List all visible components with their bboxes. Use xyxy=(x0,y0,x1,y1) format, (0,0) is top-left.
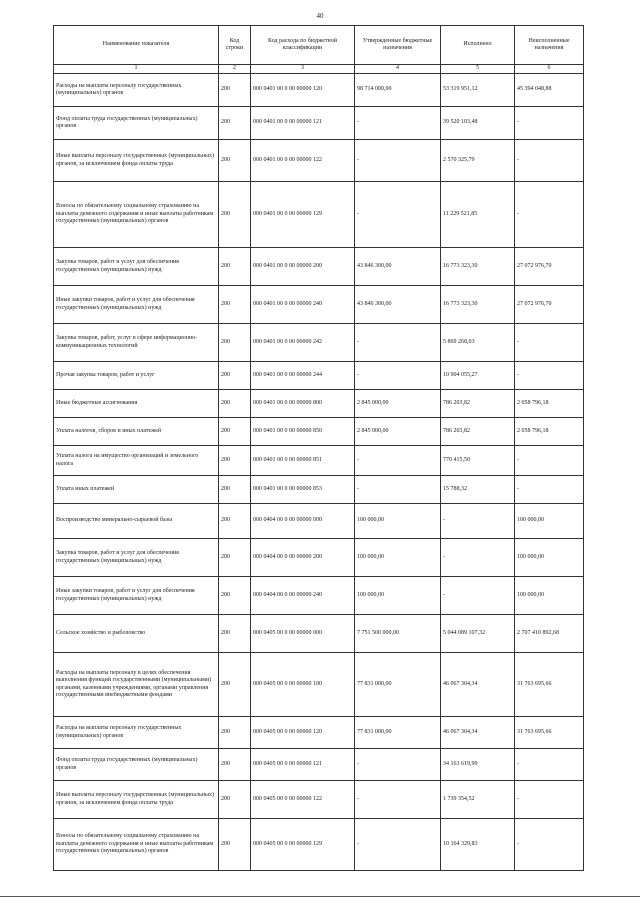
row-approved: 100 000,00 xyxy=(355,577,441,615)
row-line-code: 200 xyxy=(219,390,251,418)
row-unexecuted: 45 394 048,88 xyxy=(515,74,584,107)
table-row xyxy=(54,476,584,504)
row-line-code: 200 xyxy=(219,781,251,819)
row-unexecuted: 100 000,00 xyxy=(515,504,584,539)
row-executed: 16 773 323,30 xyxy=(441,248,515,286)
row-budget-code: 000 0405 00 0 00 00000 100 xyxy=(251,653,355,717)
row-approved: 77 831 000,00 xyxy=(355,717,441,749)
row-executed: 786 203,82 xyxy=(441,418,515,446)
row-budget-code: 000 0401 00 0 00 00000 121 xyxy=(251,107,355,140)
row-approved: 43 846 300,00 xyxy=(355,248,441,286)
row-budget-code: 000 0405 00 0 00 00000 120 xyxy=(251,717,355,749)
budget-execution-table xyxy=(53,25,584,871)
column-number: 5 xyxy=(441,65,515,74)
column-number: 1 xyxy=(54,65,219,74)
row-unexecuted: 31 763 695,66 xyxy=(515,717,584,749)
table-row xyxy=(54,504,584,539)
row-name: Закупка товаров, работ и услуг для обеспечения государственных (муниципальных) нужд xyxy=(54,248,219,286)
row-executed: - xyxy=(441,577,515,615)
row-budget-code: 000 0401 00 0 00 00000 851 xyxy=(251,446,355,476)
row-approved: 77 831 000,00 xyxy=(355,653,441,717)
row-name: Воспроизводство минерально-сырьевой базы xyxy=(54,504,219,539)
table-row xyxy=(54,362,584,390)
row-name: Закупка товаров, работ, услуг в сфере информационно-коммуникационных технологий xyxy=(54,324,219,362)
row-line-code: 200 xyxy=(219,324,251,362)
row-line-code: 200 xyxy=(219,182,251,248)
table-row xyxy=(54,324,584,362)
row-line-code: 200 xyxy=(219,286,251,324)
row-line-code: 200 xyxy=(219,749,251,781)
row-line-code: 200 xyxy=(219,615,251,653)
row-name: Расходы на выплаты персоналу в целях обеспечения выполнения функций государственными (муниципальными) органами, казенными учреждениями, органами управления государственными внебюджетными фондами xyxy=(54,653,219,717)
row-approved: 100 000,00 xyxy=(355,539,441,577)
table-row xyxy=(54,539,584,577)
row-name: Взносы по обязательному социальному страхованию на выплаты денежного содержания и иные выплаты работникам государственных (муниципальных) органов xyxy=(54,819,219,871)
column-number: 3 xyxy=(251,65,355,74)
row-line-code: 200 xyxy=(219,577,251,615)
row-executed: 1 739 354,52 xyxy=(441,781,515,819)
row-unexecuted: - xyxy=(515,140,584,182)
row-executed: 16 773 323,30 xyxy=(441,286,515,324)
row-unexecuted: 27 072 976,70 xyxy=(515,286,584,324)
row-budget-code: 000 0401 00 0 00 00000 122 xyxy=(251,140,355,182)
row-line-code: 200 xyxy=(219,248,251,286)
page-bottom-rule xyxy=(0,896,640,897)
page-number: 40 xyxy=(316,12,324,20)
row-approved: - xyxy=(355,362,441,390)
table-row xyxy=(54,717,584,749)
row-approved: - xyxy=(355,324,441,362)
header-executed: Исполнено xyxy=(441,26,515,65)
row-line-code: 200 xyxy=(219,476,251,504)
row-executed: 34 163 619,99 xyxy=(441,749,515,781)
row-line-code: 200 xyxy=(219,362,251,390)
column-number: 4 xyxy=(355,65,441,74)
header-unexecuted: Неисполненные назначения xyxy=(515,26,584,65)
row-budget-code: 000 0405 00 0 00 00000 129 xyxy=(251,819,355,871)
table-row xyxy=(54,781,584,819)
row-approved: - xyxy=(355,781,441,819)
row-budget-code: 000 0405 00 0 00 00000 000 xyxy=(251,615,355,653)
row-unexecuted: - xyxy=(515,446,584,476)
row-executed: 46 067 304,34 xyxy=(441,717,515,749)
row-name: Иные выплаты персоналу государственных (муниципальных) органов, за исключением фонда оплаты труда xyxy=(54,140,219,182)
row-line-code: 200 xyxy=(219,717,251,749)
row-executed: 770 415,50 xyxy=(441,446,515,476)
row-name: Уплата иных платежей xyxy=(54,476,219,504)
table-row xyxy=(54,286,584,324)
row-approved: 2 845 000,00 xyxy=(355,418,441,446)
row-unexecuted: - xyxy=(515,781,584,819)
row-name: Иные бюджетные ассигнования xyxy=(54,390,219,418)
row-executed: 46 067 304,34 xyxy=(441,653,515,717)
row-unexecuted: - xyxy=(515,819,584,871)
row-unexecuted: - xyxy=(515,362,584,390)
row-approved: - xyxy=(355,749,441,781)
header-indicator-name: Наименование показателя xyxy=(54,26,219,65)
row-executed: 5 869 268,03 xyxy=(441,324,515,362)
table-row xyxy=(54,418,584,446)
row-executed: 39 520 103,48 xyxy=(441,107,515,140)
row-executed: 10 904 055,27 xyxy=(441,362,515,390)
row-name: Фонд оплаты труда государственных (муниципальных) органов xyxy=(54,107,219,140)
table-row xyxy=(54,615,584,653)
row-budget-code: 000 0401 00 0 00 00000 242 xyxy=(251,324,355,362)
row-unexecuted: - xyxy=(515,476,584,504)
row-approved: 43 846 300,00 xyxy=(355,286,441,324)
row-executed: 11 229 521,85 xyxy=(441,182,515,248)
row-approved: - xyxy=(355,476,441,504)
row-executed: - xyxy=(441,504,515,539)
row-budget-code: 000 0404 00 0 00 00000 240 xyxy=(251,577,355,615)
row-unexecuted: - xyxy=(515,182,584,248)
table-row xyxy=(54,390,584,418)
row-line-code: 200 xyxy=(219,140,251,182)
row-approved: 7 751 500 000,00 xyxy=(355,615,441,653)
row-approved: - xyxy=(355,107,441,140)
row-unexecuted: - xyxy=(515,749,584,781)
row-name: Иные закупки товаров, работ и услуг для обеспечения государственных (муниципальных) нужд xyxy=(54,286,219,324)
row-executed: 786 203,82 xyxy=(441,390,515,418)
table-row xyxy=(54,74,584,107)
row-budget-code: 000 0401 00 0 00 00000 850 xyxy=(251,418,355,446)
table-row xyxy=(54,446,584,476)
row-executed: 10 164 329,83 xyxy=(441,819,515,871)
row-budget-code: 000 0401 00 0 00 00000 853 xyxy=(251,476,355,504)
row-budget-code: 000 0401 00 0 00 00000 120 xyxy=(251,74,355,107)
row-budget-code: 000 0405 00 0 00 00000 122 xyxy=(251,781,355,819)
row-name: Закупка товаров, работ и услуг для обеспечения государственных (муниципальных) нужд xyxy=(54,539,219,577)
row-unexecuted: 2 058 796,18 xyxy=(515,418,584,446)
row-unexecuted: 100 000,00 xyxy=(515,539,584,577)
row-executed: 53 319 951,12 xyxy=(441,74,515,107)
row-approved: - xyxy=(355,140,441,182)
row-line-code: 200 xyxy=(219,819,251,871)
row-name: Расходы на выплаты персоналу государственных (муниципальных) органов xyxy=(54,717,219,749)
row-unexecuted: 27 072 976,70 xyxy=(515,248,584,286)
row-line-code: 200 xyxy=(219,107,251,140)
row-name: Расходы на выплаты персоналу государственных (муниципальных) органов xyxy=(54,74,219,107)
column-number-row xyxy=(54,65,584,74)
row-name: Взносы по обязательному социальному страхованию на выплаты денежного содержания и иные выплаты работникам государственных (муниципальных) органов xyxy=(54,182,219,248)
row-unexecuted: - xyxy=(515,107,584,140)
table-row xyxy=(54,749,584,781)
row-name: Иные закупки товаров, работ и услуг для обеспечения государственных (муниципальных) нужд xyxy=(54,577,219,615)
row-approved: 2 845 000,00 xyxy=(355,390,441,418)
header-row xyxy=(54,26,584,65)
row-approved: 100 000,00 xyxy=(355,504,441,539)
table-row xyxy=(54,248,584,286)
row-name: Фонд оплаты труда государственных (муниципальных) органов xyxy=(54,749,219,781)
row-line-code: 200 xyxy=(219,74,251,107)
row-line-code: 200 xyxy=(219,653,251,717)
row-budget-code: 000 0404 00 0 00 00000 000 xyxy=(251,504,355,539)
table-row xyxy=(54,182,584,248)
header-approved: Утвержденные бюджетные назначения xyxy=(355,26,441,65)
row-line-code: 200 xyxy=(219,446,251,476)
row-budget-code: 000 0401 00 0 00 00000 129 xyxy=(251,182,355,248)
row-approved: - xyxy=(355,819,441,871)
column-number: 2 xyxy=(219,65,251,74)
table-row xyxy=(54,653,584,717)
row-unexecuted: 31 763 695,66 xyxy=(515,653,584,717)
row-budget-code: 000 0401 00 0 00 00000 240 xyxy=(251,286,355,324)
row-unexecuted: 2 058 796,18 xyxy=(515,390,584,418)
row-budget-code: 000 0401 00 0 00 00000 800 xyxy=(251,390,355,418)
row-line-code: 200 xyxy=(219,418,251,446)
row-executed: 5 044 089 107,32 xyxy=(441,615,515,653)
row-budget-code: 000 0401 00 0 00 00000 200 xyxy=(251,248,355,286)
row-unexecuted: 2 707 410 892,68 xyxy=(515,615,584,653)
row-name: Сельское хозяйство и рыболовство xyxy=(54,615,219,653)
row-executed: 2 570 325,79 xyxy=(441,140,515,182)
row-executed: 15 788,32 xyxy=(441,476,515,504)
row-budget-code: 000 0405 00 0 00 00000 121 xyxy=(251,749,355,781)
row-unexecuted: 100 000,00 xyxy=(515,577,584,615)
row-line-code: 200 xyxy=(219,504,251,539)
table-row xyxy=(54,107,584,140)
row-name: Уплата налогов, сборов и иных платежей xyxy=(54,418,219,446)
row-unexecuted: - xyxy=(515,324,584,362)
column-number: 6 xyxy=(515,65,584,74)
row-name: Прочая закупка товаров, работ и услуг xyxy=(54,362,219,390)
table-row xyxy=(54,819,584,871)
row-name: Уплата налога на имущество организаций и земельного налога xyxy=(54,446,219,476)
row-approved: 98 714 000,00 xyxy=(355,74,441,107)
table-body xyxy=(54,74,584,871)
table-row xyxy=(54,140,584,182)
row-budget-code: 000 0401 00 0 00 00000 244 xyxy=(251,362,355,390)
header-budget-code: Код расхода по бюджетной классификации xyxy=(251,26,355,65)
row-approved: - xyxy=(355,182,441,248)
header-line-code: Код строки xyxy=(219,26,251,65)
table-row xyxy=(54,577,584,615)
row-approved: - xyxy=(355,446,441,476)
row-name: Иные выплаты персоналу государственных (муниципальных) органов, за исключением фонда оплаты труда xyxy=(54,781,219,819)
row-executed: - xyxy=(441,539,515,577)
row-line-code: 200 xyxy=(219,539,251,577)
row-budget-code: 000 0404 00 0 00 00000 200 xyxy=(251,539,355,577)
